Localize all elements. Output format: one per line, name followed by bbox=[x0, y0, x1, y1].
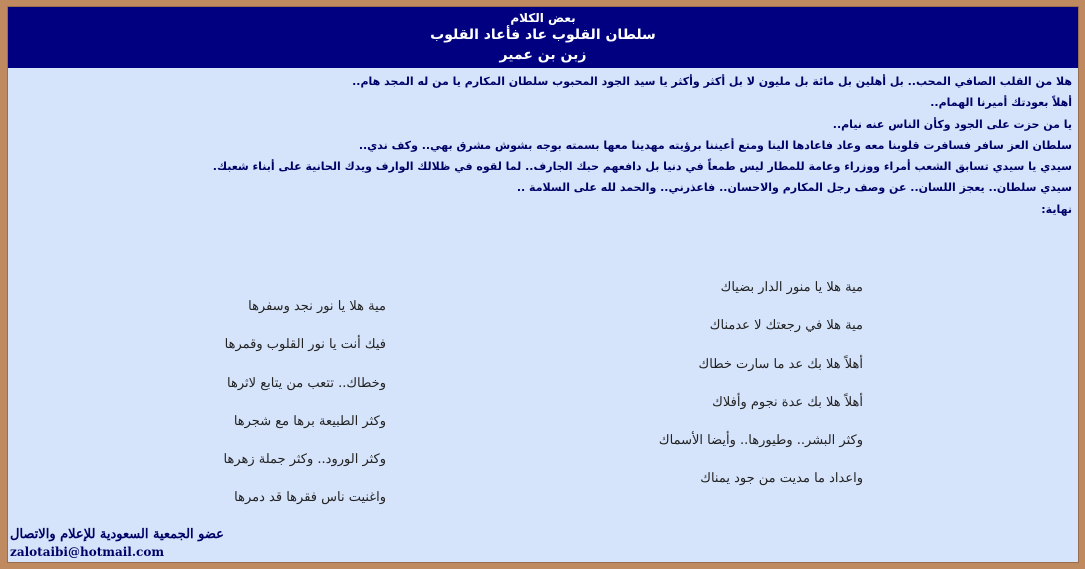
poem-verse: وخطاك.. تتعب من يتابع لاثرها bbox=[227, 375, 386, 391]
article-frame bbox=[7, 6, 1079, 563]
intro-paragraph: سلطان العز سافر فسافرت قلوبنا معه وعاد فاعادها الينا ومتع أعيننا برؤيته مهدينا معها بسمته بوجه بشوش مشرق بهي.. وكف ندي.. bbox=[358, 138, 1072, 152]
poem-verse: أهلاً هلا بك عدة نجوم وأفلاك bbox=[712, 394, 863, 410]
intro-paragraph: هلا من القلب الصافي المحب.. بل أهلين بل مائة بل مليون لا بل أكثر وأكثر يا سيد الجود المحبوب سلطان المكارم يا من له المجد هام.. bbox=[352, 75, 1072, 88]
article-header bbox=[8, 7, 1078, 68]
poem-verse: وكثر الطبيعة برها مع شجرها bbox=[233, 413, 386, 429]
poem-verse: مية هلا يا نور نجد وسفرها bbox=[248, 299, 386, 314]
poem-verse: وكثر الورود.. وكثر جملة زهرها bbox=[223, 452, 386, 468]
intro-paragraph: نهاية: bbox=[1041, 202, 1072, 216]
poem-verse: واعداد ما مديت من جود يمناك bbox=[700, 471, 863, 487]
poem-verse: مية هلا في رجعتك لا عدمناك bbox=[709, 318, 863, 334]
intro-paragraph: يا من حزت على الجود وكأن الناس عنه نيام.. bbox=[832, 117, 1072, 131]
intro-paragraph: سيدي يا سيدي تسابق الشعب أمراء ووزراء وعامة للمطار ليس طمعاً في دنيا بل دافعهم حبك الجارف.. لما لقوه في ظلالك الوارف ويدك الحانية على أبناء شعبك. bbox=[212, 160, 1072, 174]
poem-verse: أهلاً هلا بك عد ما سارت خطاك bbox=[698, 356, 863, 372]
article-title: سلطان القلوب عاد فأعاد القلوب bbox=[430, 27, 656, 43]
poem-verse: واغنيت ناس فقرها قد دمرها bbox=[234, 490, 386, 506]
poem-verse: مية هلا يا منور الدار بضياك bbox=[720, 280, 863, 295]
author-affiliation: عضو الجمعية السعودية للإعلام والاتصال bbox=[10, 527, 224, 542]
author-email: zalotaibi@hotmail.com bbox=[10, 545, 165, 559]
author-name: زبن بن عمير bbox=[499, 47, 587, 63]
intro-paragraph: أهلاً بعودتك أميرنا الهمام.. bbox=[930, 96, 1072, 110]
poem-left-column bbox=[56, 298, 386, 528]
article-intro bbox=[14, 71, 1072, 220]
poem-verse: وكثر البشر.. وطيورها.. وأيضا الأسماك bbox=[658, 433, 863, 449]
poem-right-column bbox=[533, 279, 863, 509]
poem-verse: فيك أنت يا نور القلوب وقمرها bbox=[224, 337, 386, 353]
intro-paragraph: سيدي سلطان.. يعجز اللسان.. عن وصف رجل المكارم والاحسان.. فاعذرني.. والحمد لله على السلامة .. bbox=[516, 181, 1072, 195]
section-label: بعض الكلام bbox=[510, 11, 576, 25]
